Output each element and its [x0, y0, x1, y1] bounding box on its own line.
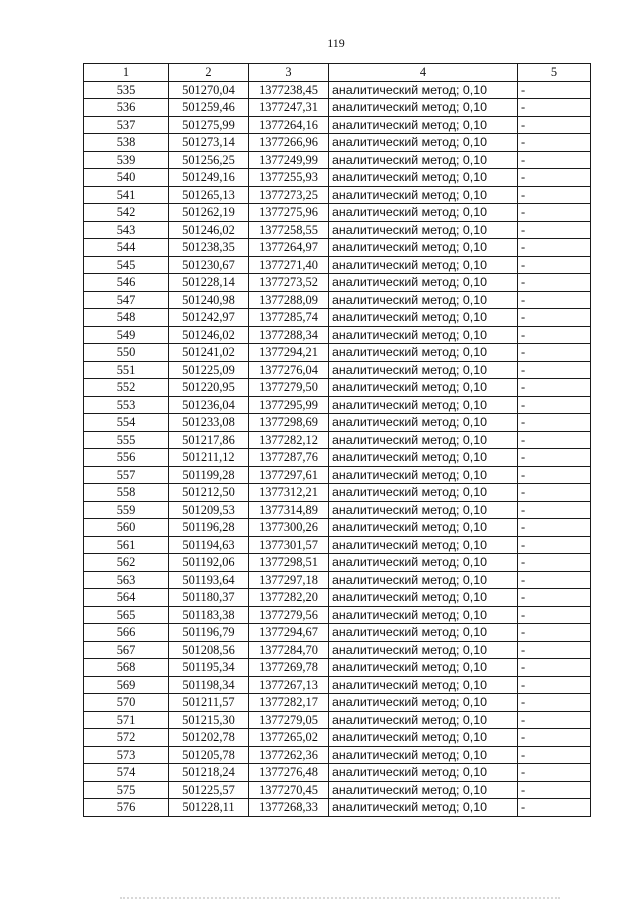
scan-artifact-line [120, 893, 560, 899]
table-row [84, 729, 591, 747]
method-cell: аналитический метод; 0,10 [329, 711, 518, 729]
x-coordinate-cell: 501208,56 [169, 641, 249, 659]
note-cell: - [518, 309, 591, 327]
point-number-cell: 536 [84, 99, 169, 117]
x-coordinate-cell: 501192,06 [169, 554, 249, 572]
point-number-cell: 552 [84, 379, 169, 397]
table-row [84, 221, 591, 239]
point-number-cell: 550 [84, 344, 169, 362]
method-cell: аналитический метод; 0,10 [329, 694, 518, 712]
point-number-cell: 549 [84, 326, 169, 344]
x-coordinate-cell: 501262,19 [169, 204, 249, 222]
y-coordinate-cell: 1377238,45 [249, 81, 329, 99]
y-coordinate-cell: 1377297,61 [249, 466, 329, 484]
x-coordinate-cell: 501225,09 [169, 361, 249, 379]
method-cell: аналитический метод; 0,10 [329, 99, 518, 117]
table-row [84, 309, 591, 327]
page-number: 119 [327, 36, 345, 50]
table-row [84, 134, 591, 152]
point-number-cell: 576 [84, 799, 169, 817]
x-coordinate-cell: 501233,08 [169, 414, 249, 432]
method-cell: аналитический метод; 0,10 [329, 554, 518, 572]
x-coordinate-cell: 501265,13 [169, 186, 249, 204]
x-coordinate-cell: 501238,35 [169, 239, 249, 257]
y-coordinate-cell: 1377279,50 [249, 379, 329, 397]
method-cell: аналитический метод; 0,10 [329, 326, 518, 344]
note-cell: - [518, 361, 591, 379]
x-coordinate-cell: 501259,46 [169, 99, 249, 117]
point-number-cell: 568 [84, 659, 169, 677]
point-number-cell: 540 [84, 169, 169, 187]
note-cell: - [518, 746, 591, 764]
point-number-cell: 554 [84, 414, 169, 432]
x-coordinate-cell: 501194,63 [169, 536, 249, 554]
x-coordinate-cell: 501193,64 [169, 571, 249, 589]
note-cell: - [518, 221, 591, 239]
point-number-cell: 565 [84, 606, 169, 624]
method-cell: аналитический метод; 0,10 [329, 396, 518, 414]
note-cell: - [518, 729, 591, 747]
point-number-cell: 543 [84, 221, 169, 239]
x-coordinate-cell: 501240,98 [169, 291, 249, 309]
y-coordinate-cell: 1377295,99 [249, 396, 329, 414]
method-cell: аналитический метод; 0,10 [329, 344, 518, 362]
y-coordinate-cell: 1377264,16 [249, 116, 329, 134]
method-cell: аналитический метод; 0,10 [329, 729, 518, 747]
table-row [84, 466, 591, 484]
point-number-cell: 547 [84, 291, 169, 309]
y-coordinate-cell: 1377300,26 [249, 519, 329, 537]
y-coordinate-cell: 1377271,40 [249, 256, 329, 274]
note-cell: - [518, 589, 591, 607]
note-cell: - [518, 641, 591, 659]
note-cell: - [518, 396, 591, 414]
method-cell: аналитический метод; 0,10 [329, 571, 518, 589]
method-cell: аналитический метод; 0,10 [329, 239, 518, 257]
y-coordinate-cell: 1377270,45 [249, 781, 329, 799]
y-coordinate-cell: 1377279,05 [249, 711, 329, 729]
table-row [84, 624, 591, 642]
y-coordinate-cell: 1377276,48 [249, 764, 329, 782]
y-coordinate-cell: 1377275,96 [249, 204, 329, 222]
method-cell: аналитический метод; 0,10 [329, 169, 518, 187]
point-number-cell: 553 [84, 396, 169, 414]
point-number-cell: 537 [84, 116, 169, 134]
point-number-cell: 546 [84, 274, 169, 292]
table-row [84, 694, 591, 712]
note-cell: - [518, 781, 591, 799]
column-header-1: 1 [84, 64, 169, 82]
point-number-cell: 569 [84, 676, 169, 694]
method-cell: аналитический метод; 0,10 [329, 134, 518, 152]
table-row [84, 274, 591, 292]
y-coordinate-cell: 1377273,25 [249, 186, 329, 204]
note-cell: - [518, 274, 591, 292]
note-cell: - [518, 414, 591, 432]
table-row [84, 711, 591, 729]
table-row [84, 536, 591, 554]
table-row [84, 589, 591, 607]
y-coordinate-cell: 1377288,34 [249, 326, 329, 344]
y-coordinate-cell: 1377266,96 [249, 134, 329, 152]
x-coordinate-cell: 501202,78 [169, 729, 249, 747]
y-coordinate-cell: 1377267,13 [249, 676, 329, 694]
note-cell: - [518, 326, 591, 344]
method-cell: аналитический метод; 0,10 [329, 606, 518, 624]
point-number-cell: 574 [84, 764, 169, 782]
point-number-cell: 562 [84, 554, 169, 572]
y-coordinate-cell: 1377249,99 [249, 151, 329, 169]
method-cell: аналитический метод; 0,10 [329, 781, 518, 799]
note-cell: - [518, 554, 591, 572]
y-coordinate-cell: 1377294,21 [249, 344, 329, 362]
method-cell: аналитический метод; 0,10 [329, 221, 518, 239]
method-cell: аналитический метод; 0,10 [329, 204, 518, 222]
y-coordinate-cell: 1377276,04 [249, 361, 329, 379]
note-cell: - [518, 256, 591, 274]
table-row [84, 606, 591, 624]
x-coordinate-cell: 501228,11 [169, 799, 249, 817]
method-cell: аналитический метод; 0,10 [329, 414, 518, 432]
point-number-cell: 560 [84, 519, 169, 537]
point-number-cell: 571 [84, 711, 169, 729]
table-row [84, 99, 591, 117]
method-cell: аналитический метод; 0,10 [329, 799, 518, 817]
point-number-cell: 541 [84, 186, 169, 204]
column-header-3: 3 [249, 64, 329, 82]
x-coordinate-cell: 501180,37 [169, 589, 249, 607]
point-number-cell: 564 [84, 589, 169, 607]
y-coordinate-cell: 1377282,17 [249, 694, 329, 712]
table-row [84, 501, 591, 519]
method-cell: аналитический метод; 0,10 [329, 676, 518, 694]
note-cell: - [518, 81, 591, 99]
table-row [84, 414, 591, 432]
x-coordinate-cell: 501211,12 [169, 449, 249, 467]
x-coordinate-cell: 501212,50 [169, 484, 249, 502]
point-number-cell: 535 [84, 81, 169, 99]
x-coordinate-cell: 501209,53 [169, 501, 249, 519]
y-coordinate-cell: 1377282,12 [249, 431, 329, 449]
point-number-cell: 561 [84, 536, 169, 554]
method-cell: аналитический метод; 0,10 [329, 466, 518, 484]
table-row [84, 484, 591, 502]
note-cell: - [518, 624, 591, 642]
x-coordinate-cell: 501270,04 [169, 81, 249, 99]
x-coordinate-cell: 501198,34 [169, 676, 249, 694]
method-cell: аналитический метод; 0,10 [329, 151, 518, 169]
x-coordinate-cell: 501196,79 [169, 624, 249, 642]
method-cell: аналитический метод; 0,10 [329, 659, 518, 677]
x-coordinate-cell: 501241,02 [169, 344, 249, 362]
y-coordinate-cell: 1377269,78 [249, 659, 329, 677]
note-cell: - [518, 571, 591, 589]
point-number-cell: 558 [84, 484, 169, 502]
x-coordinate-cell: 501196,28 [169, 519, 249, 537]
y-coordinate-cell: 1377298,51 [249, 554, 329, 572]
note-cell: - [518, 676, 591, 694]
x-coordinate-cell: 501215,30 [169, 711, 249, 729]
note-cell: - [518, 536, 591, 554]
point-number-cell: 551 [84, 361, 169, 379]
x-coordinate-cell: 501273,14 [169, 134, 249, 152]
method-cell: аналитический метод; 0,10 [329, 256, 518, 274]
table-row [84, 116, 591, 134]
point-number-cell: 570 [84, 694, 169, 712]
table-row [84, 396, 591, 414]
y-coordinate-cell: 1377268,33 [249, 799, 329, 817]
y-coordinate-cell: 1377312,21 [249, 484, 329, 502]
point-number-cell: 556 [84, 449, 169, 467]
table-row [84, 361, 591, 379]
y-coordinate-cell: 1377282,20 [249, 589, 329, 607]
y-coordinate-cell: 1377247,31 [249, 99, 329, 117]
x-coordinate-cell: 501246,02 [169, 326, 249, 344]
point-number-cell: 539 [84, 151, 169, 169]
y-coordinate-cell: 1377285,74 [249, 309, 329, 327]
table-row [84, 781, 591, 799]
note-cell: - [518, 764, 591, 782]
table-row [84, 641, 591, 659]
method-cell: аналитический метод; 0,10 [329, 361, 518, 379]
note-cell: - [518, 519, 591, 537]
x-coordinate-cell: 501236,04 [169, 396, 249, 414]
table-row [84, 379, 591, 397]
table-row [84, 326, 591, 344]
y-coordinate-cell: 1377298,69 [249, 414, 329, 432]
table-row [84, 764, 591, 782]
point-number-cell: 567 [84, 641, 169, 659]
method-cell: аналитический метод; 0,10 [329, 309, 518, 327]
y-coordinate-cell: 1377264,97 [249, 239, 329, 257]
table-row [84, 659, 591, 677]
point-number-cell: 538 [84, 134, 169, 152]
coordinates-table [83, 63, 591, 817]
x-coordinate-cell: 501246,02 [169, 221, 249, 239]
table-row [84, 554, 591, 572]
y-coordinate-cell: 1377287,76 [249, 449, 329, 467]
y-coordinate-cell: 1377294,67 [249, 624, 329, 642]
note-cell: - [518, 134, 591, 152]
method-cell: аналитический метод; 0,10 [329, 624, 518, 642]
y-coordinate-cell: 1377314,89 [249, 501, 329, 519]
note-cell: - [518, 449, 591, 467]
x-coordinate-cell: 501183,38 [169, 606, 249, 624]
table-row [84, 571, 591, 589]
note-cell: - [518, 344, 591, 362]
point-number-cell: 557 [84, 466, 169, 484]
point-number-cell: 548 [84, 309, 169, 327]
method-cell: аналитический метод; 0,10 [329, 501, 518, 519]
method-cell: аналитический метод; 0,10 [329, 449, 518, 467]
y-coordinate-cell: 1377301,57 [249, 536, 329, 554]
table-header-row [84, 64, 591, 82]
table-row [84, 291, 591, 309]
method-cell: аналитический метод; 0,10 [329, 379, 518, 397]
method-cell: аналитический метод; 0,10 [329, 291, 518, 309]
x-coordinate-cell: 501199,28 [169, 466, 249, 484]
x-coordinate-cell: 501205,78 [169, 746, 249, 764]
y-coordinate-cell: 1377262,36 [249, 746, 329, 764]
method-cell: аналитический метод; 0,10 [329, 536, 518, 554]
note-cell: - [518, 606, 591, 624]
y-coordinate-cell: 1377297,18 [249, 571, 329, 589]
method-cell: аналитический метод; 0,10 [329, 484, 518, 502]
x-coordinate-cell: 501195,34 [169, 659, 249, 677]
table-row [84, 256, 591, 274]
method-cell: аналитический метод; 0,10 [329, 186, 518, 204]
note-cell: - [518, 151, 591, 169]
x-coordinate-cell: 501230,67 [169, 256, 249, 274]
method-cell: аналитический метод; 0,10 [329, 431, 518, 449]
y-coordinate-cell: 1377284,70 [249, 641, 329, 659]
y-coordinate-cell: 1377255,93 [249, 169, 329, 187]
x-coordinate-cell: 501217,86 [169, 431, 249, 449]
method-cell: аналитический метод; 0,10 [329, 116, 518, 134]
note-cell: - [518, 204, 591, 222]
y-coordinate-cell: 1377279,56 [249, 606, 329, 624]
table-row [84, 169, 591, 187]
x-coordinate-cell: 501256,25 [169, 151, 249, 169]
table-row [84, 799, 591, 817]
table-row [84, 151, 591, 169]
x-coordinate-cell: 501220,95 [169, 379, 249, 397]
note-cell: - [518, 466, 591, 484]
note-cell: - [518, 186, 591, 204]
method-cell: аналитический метод; 0,10 [329, 81, 518, 99]
method-cell: аналитический метод; 0,10 [329, 519, 518, 537]
table-row [84, 204, 591, 222]
column-header-4: 4 [329, 64, 518, 82]
table-row [84, 431, 591, 449]
table-row [84, 449, 591, 467]
x-coordinate-cell: 501242,97 [169, 309, 249, 327]
note-cell: - [518, 501, 591, 519]
y-coordinate-cell: 1377273,52 [249, 274, 329, 292]
x-coordinate-cell: 501225,57 [169, 781, 249, 799]
table-row [84, 186, 591, 204]
y-coordinate-cell: 1377288,09 [249, 291, 329, 309]
column-header-2: 2 [169, 64, 249, 82]
method-cell: аналитический метод; 0,10 [329, 764, 518, 782]
point-number-cell: 573 [84, 746, 169, 764]
y-coordinate-cell: 1377265,02 [249, 729, 329, 747]
note-cell: - [518, 484, 591, 502]
table-row [84, 344, 591, 362]
column-header-5: 5 [518, 64, 591, 82]
note-cell: - [518, 694, 591, 712]
point-number-cell: 545 [84, 256, 169, 274]
y-coordinate-cell: 1377258,55 [249, 221, 329, 239]
table-row [84, 746, 591, 764]
method-cell: аналитический метод; 0,10 [329, 274, 518, 292]
point-number-cell: 559 [84, 501, 169, 519]
note-cell: - [518, 99, 591, 117]
x-coordinate-cell: 501275,99 [169, 116, 249, 134]
note-cell: - [518, 116, 591, 134]
table-row [84, 676, 591, 694]
point-number-cell: 555 [84, 431, 169, 449]
point-number-cell: 575 [84, 781, 169, 799]
method-cell: аналитический метод; 0,10 [329, 589, 518, 607]
note-cell: - [518, 379, 591, 397]
table-body [84, 81, 591, 816]
note-cell: - [518, 169, 591, 187]
note-cell: - [518, 659, 591, 677]
note-cell: - [518, 799, 591, 817]
point-number-cell: 566 [84, 624, 169, 642]
note-cell: - [518, 239, 591, 257]
method-cell: аналитический метод; 0,10 [329, 746, 518, 764]
x-coordinate-cell: 501218,24 [169, 764, 249, 782]
point-number-cell: 572 [84, 729, 169, 747]
x-coordinate-cell: 501228,14 [169, 274, 249, 292]
point-number-cell: 563 [84, 571, 169, 589]
note-cell: - [518, 431, 591, 449]
x-coordinate-cell: 501249,16 [169, 169, 249, 187]
x-coordinate-cell: 501211,57 [169, 694, 249, 712]
point-number-cell: 542 [84, 204, 169, 222]
table-row [84, 81, 591, 99]
table-row [84, 519, 591, 537]
note-cell: - [518, 711, 591, 729]
point-number-cell: 544 [84, 239, 169, 257]
method-cell: аналитический метод; 0,10 [329, 641, 518, 659]
note-cell: - [518, 291, 591, 309]
table-row [84, 239, 591, 257]
